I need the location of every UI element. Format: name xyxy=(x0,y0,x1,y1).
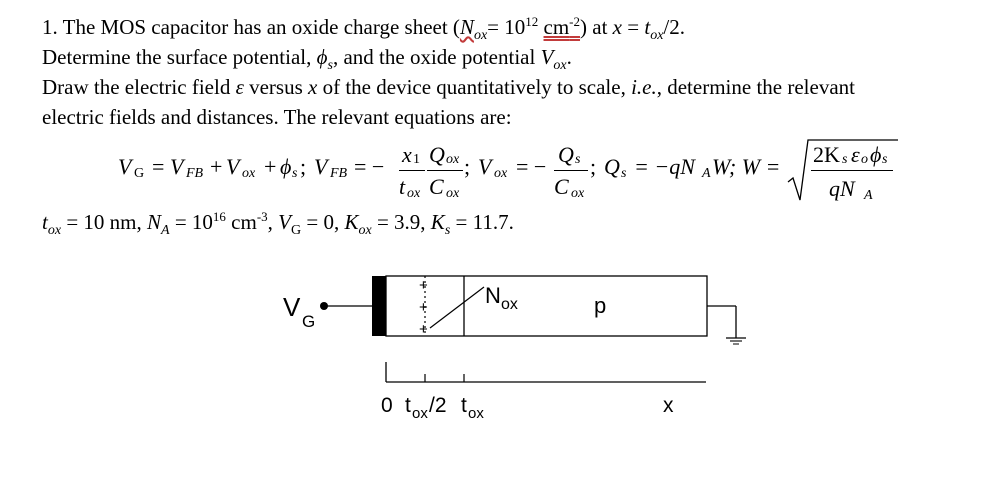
phis-subscript: s xyxy=(292,166,298,181)
plus-sign: + xyxy=(419,299,428,316)
text-segment: . xyxy=(566,45,572,69)
phi-symbol: ϕ xyxy=(870,142,882,167)
text-segment: , and the oxide potential xyxy=(332,45,541,69)
na-subscript: A xyxy=(161,223,170,238)
t-symbol: t xyxy=(644,15,651,39)
vfb-subscript: FB xyxy=(186,166,204,181)
vg-label-subscript: G xyxy=(302,312,316,331)
exponent: 12 xyxy=(525,14,539,29)
sqrt-numerator: 2K xyxy=(813,142,840,167)
vfb-subscript: FB xyxy=(330,166,348,181)
eps-subscript: o xyxy=(861,152,868,167)
qs-symbol: Q xyxy=(604,154,620,179)
text-segment: versus xyxy=(243,75,309,99)
v-subscript: ox xyxy=(553,58,567,73)
semicolon: ; xyxy=(464,154,471,179)
vox-symbol: V xyxy=(226,154,240,179)
tox-subscript: ox xyxy=(407,186,421,201)
qs-subscript: s xyxy=(621,166,627,181)
v-symbol: V xyxy=(540,45,554,69)
x1-subscript: 1 xyxy=(413,152,420,167)
kox-subscript: ox xyxy=(358,223,372,238)
text-segment: ) at xyxy=(580,15,613,39)
na-value: = 10 xyxy=(169,210,213,234)
na-unit-exponent: -3 xyxy=(256,209,268,224)
phi-subscript: s xyxy=(327,58,333,73)
plus-sign: + xyxy=(419,321,428,338)
vfb-symbol: V xyxy=(314,154,328,179)
unit-exponent: -2 xyxy=(569,14,581,29)
tox-subscript: ox xyxy=(47,223,62,238)
qs-symbol: Q xyxy=(558,142,574,167)
plus: + xyxy=(210,154,223,179)
qox-subscript: ox xyxy=(446,152,460,167)
text-segment: , determine the relevant xyxy=(656,75,855,99)
text-segment: Determine the surface potential, xyxy=(42,45,317,69)
text-segment: /2. xyxy=(663,15,685,39)
axis-tox-label: t xyxy=(461,394,467,417)
qs-subscript: s xyxy=(575,152,581,167)
ks-value: = 11.7. xyxy=(450,210,514,234)
x-symbol: x xyxy=(612,15,622,39)
ks-subscript: s xyxy=(842,152,848,167)
ks-symbol: K xyxy=(430,210,445,234)
nox-letter: N xyxy=(459,15,474,39)
na-exponent: 16 xyxy=(212,209,226,224)
nox-subscript: ox xyxy=(473,28,488,43)
vg-label: V xyxy=(283,292,301,322)
na-unit: cm xyxy=(225,210,257,234)
comma: , xyxy=(267,210,279,234)
tox-value: = 10 nm, xyxy=(61,210,147,234)
nox-label: N xyxy=(485,283,501,308)
cox-symbol: C xyxy=(554,174,569,199)
gate-electrode xyxy=(372,276,386,336)
axis-half-label: /2 xyxy=(429,394,447,417)
equals-qna: = −qN xyxy=(634,154,695,179)
device-body xyxy=(386,276,707,336)
tox-symbol: t xyxy=(42,210,48,234)
semicolon: ; xyxy=(590,154,597,179)
epsilon-symbol: ε xyxy=(851,142,860,167)
phi-subscript: s xyxy=(882,152,888,167)
text-segment: = 10 xyxy=(487,15,526,39)
vg-symbol: V xyxy=(278,210,291,234)
x-symbol: x xyxy=(308,75,318,99)
kox-value: = 3.9, xyxy=(371,210,431,234)
problem-number: 1. xyxy=(42,15,58,39)
text-segment: electric fields and distances. The relevant equations are: xyxy=(42,105,512,129)
vg-value: = 0, xyxy=(301,210,345,234)
text-segment: of the device quantitatively to scale, xyxy=(317,75,632,99)
x1-symbol: x xyxy=(402,142,412,167)
text-segment: The MOS capacitor has an oxide charge sheet ( xyxy=(62,15,460,39)
tox-symbol: t xyxy=(399,174,406,199)
nox-pointer xyxy=(430,287,484,328)
epsilon-symbol: ε xyxy=(235,75,244,99)
axis-half-tox-subscript: ox xyxy=(412,405,428,422)
qox-symbol: Q xyxy=(429,142,445,167)
w-equals: W; W = xyxy=(712,154,781,179)
ks-subscript: s xyxy=(444,223,451,238)
na-subscript: A xyxy=(702,166,711,181)
na-symbol: N xyxy=(147,210,162,234)
vox-symbol: V xyxy=(478,154,492,179)
text-segment: Draw the electric field xyxy=(42,75,236,99)
plus-sign: + xyxy=(419,277,428,294)
vfb-symbol: V xyxy=(170,154,184,179)
phi-symbol: ϕ xyxy=(316,45,328,69)
text-segment: = xyxy=(622,15,645,39)
unit-text: cm xyxy=(543,15,570,39)
vox-subscript: ox xyxy=(494,166,508,181)
plus: + xyxy=(264,154,277,179)
cox-symbol: C xyxy=(429,174,444,199)
t-subscript: ox xyxy=(650,28,664,43)
p-type-label: p xyxy=(594,293,607,318)
equals-minus: = − xyxy=(354,154,385,179)
equals-minus: = − xyxy=(516,154,547,179)
kox-symbol: K xyxy=(344,210,359,234)
axis-zero-label: 0 xyxy=(381,394,393,417)
sqrt-denominator: qN xyxy=(829,176,855,201)
vg-subscript: G xyxy=(291,223,302,238)
ie-text: i.e. xyxy=(631,75,657,99)
na-subscript: A xyxy=(864,188,873,203)
axis-half-tox-label: t xyxy=(405,394,411,417)
cox-subscript: ox xyxy=(571,186,585,201)
phis-symbol: ϕ xyxy=(280,154,292,179)
cox-subscript: ox xyxy=(446,186,460,201)
vg-subscript: G xyxy=(134,166,145,181)
x-axis-label: x xyxy=(663,394,674,417)
equals: = xyxy=(152,154,165,179)
vox-subscript: ox xyxy=(242,166,256,181)
semicolon: ; xyxy=(300,154,307,179)
nox-label-subscript: ox xyxy=(501,296,518,313)
axis-tox-subscript: ox xyxy=(468,405,484,422)
vg-symbol: V xyxy=(118,154,132,179)
